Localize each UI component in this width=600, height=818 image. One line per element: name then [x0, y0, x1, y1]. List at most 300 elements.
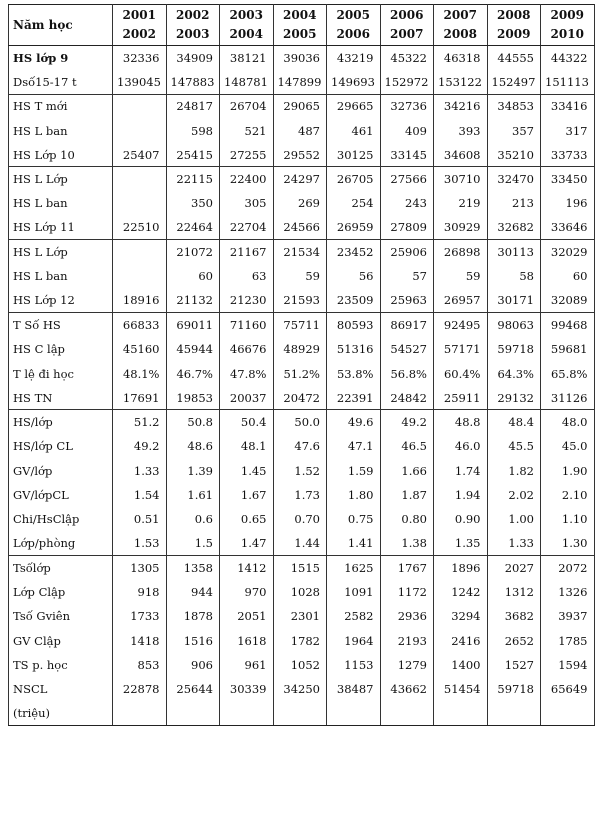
table-cell: 0.75 [327, 507, 381, 531]
table-cell: 29065 [273, 94, 327, 118]
year-header [434, 5, 488, 46]
table-row [9, 556, 595, 580]
table-cell: 50.0 [273, 410, 327, 434]
table-cell: 350 [166, 191, 220, 215]
table-cell: 243 [380, 191, 434, 215]
row-label: HS lớp 9 [9, 46, 113, 70]
year-header [273, 5, 327, 46]
table-row [9, 629, 595, 653]
row-label: Tsố Gviên [9, 604, 113, 628]
year-start: 2003 [229, 8, 263, 22]
table-cell: 25963 [380, 288, 434, 312]
year-start: 2009 [550, 8, 584, 22]
table-cell: 57 [380, 264, 434, 288]
table-cell: 1.39 [166, 459, 220, 483]
table-cell: 1.52 [273, 459, 327, 483]
table-cell: 152972 [380, 70, 434, 94]
year-end: 2005 [283, 27, 317, 41]
table-cell: 1.38 [380, 531, 434, 555]
table-cell: 75711 [273, 313, 327, 337]
table-cell: 43219 [327, 46, 381, 70]
row-label: HS TN [9, 386, 113, 410]
table-cell: 48.6 [166, 434, 220, 458]
table-cell: 3937 [541, 604, 595, 628]
table-cell: 1.53 [113, 531, 167, 555]
table-cell: 32029 [541, 240, 595, 264]
table-cell: 1.80 [327, 483, 381, 507]
table-cell: 1.5 [166, 531, 220, 555]
table-cell: 33145 [380, 143, 434, 167]
table-row [9, 46, 595, 70]
table-cell: 25415 [166, 143, 220, 167]
table-cell: 48.0 [541, 410, 595, 434]
row-label: GV/lớpCL [9, 483, 113, 507]
table-cell: 33416 [541, 94, 595, 118]
year-header [380, 5, 434, 46]
year-header [166, 5, 220, 46]
table-cell: 148781 [220, 70, 274, 94]
table-cell [113, 191, 167, 215]
table-cell: 19853 [166, 386, 220, 410]
year-start: 2002 [176, 8, 210, 22]
table-cell: 1.59 [327, 459, 381, 483]
table-cell: 32470 [487, 167, 541, 191]
row-label: GV Clập [9, 629, 113, 653]
year-header [220, 5, 274, 46]
table-cell: 59 [273, 264, 327, 288]
table-cell: 1618 [220, 629, 274, 653]
row-label: Chi/HsClập [9, 507, 113, 531]
table-cell: 961 [220, 653, 274, 677]
table-cell: 24566 [273, 216, 327, 240]
table-cell: 30171 [487, 288, 541, 312]
table-cell: 27566 [380, 167, 434, 191]
table-cell: 43662 [380, 677, 434, 701]
table-row [9, 167, 595, 191]
table-cell: 21230 [220, 288, 274, 312]
table-cell: 27809 [380, 216, 434, 240]
table-cell: 34250 [273, 677, 327, 701]
table-cell: 487 [273, 118, 327, 142]
table-cell: 1785 [541, 629, 595, 653]
table-cell: 99468 [541, 313, 595, 337]
table-cell: 23452 [327, 240, 381, 264]
table-cell: 59681 [541, 337, 595, 361]
table-cell: 34853 [487, 94, 541, 118]
table-cell: 53.8% [327, 361, 381, 385]
row-label: NSCL [9, 677, 113, 701]
table-cell: 2.10 [541, 483, 595, 507]
table-cell: 80593 [327, 313, 381, 337]
table-cell: 22510 [113, 216, 167, 240]
table-cell: 24842 [380, 386, 434, 410]
table-cell: 30339 [220, 677, 274, 701]
table-cell: 60.4% [434, 361, 488, 385]
table-cell: 33646 [541, 216, 595, 240]
table-cell: 1.66 [380, 459, 434, 483]
table-cell: 59718 [487, 677, 541, 701]
table-cell: 1527 [487, 653, 541, 677]
table-row [9, 677, 595, 701]
school-year-header: Năm học [9, 5, 113, 46]
table-cell: 30125 [327, 143, 381, 167]
table-cell: 46.0 [434, 434, 488, 458]
table-cell [220, 702, 274, 726]
table-cell: 57171 [434, 337, 488, 361]
row-label: GV/lớp [9, 459, 113, 483]
table-cell: 317 [541, 118, 595, 142]
table-cell: 56 [327, 264, 381, 288]
table-cell: 32089 [541, 288, 595, 312]
table-cell: 2072 [541, 556, 595, 580]
table-cell [327, 702, 381, 726]
table-row [9, 604, 595, 628]
table-cell: 1326 [541, 580, 595, 604]
table-cell: 269 [273, 191, 327, 215]
row-label: HS/lớp CL [9, 434, 113, 458]
table-cell: 139045 [113, 70, 167, 94]
table-row [9, 264, 595, 288]
table-cell: 0.6 [166, 507, 220, 531]
table-cell: 60 [166, 264, 220, 288]
table-cell: 48.8 [434, 410, 488, 434]
table-cell: 409 [380, 118, 434, 142]
table-row [9, 288, 595, 312]
row-label: HS Lớp 12 [9, 288, 113, 312]
table-cell: 1878 [166, 604, 220, 628]
table-cell: 49.6 [327, 410, 381, 434]
table-cell: 1.73 [273, 483, 327, 507]
table-cell: 1.87 [380, 483, 434, 507]
table-row [9, 337, 595, 361]
table-cell: 46.7% [166, 361, 220, 385]
table-cell: 254 [327, 191, 381, 215]
table-cell: 853 [113, 653, 167, 677]
table-cell: 31126 [541, 386, 595, 410]
table-cell: 22400 [220, 167, 274, 191]
table-cell: 2027 [487, 556, 541, 580]
table-cell: 1153 [327, 653, 381, 677]
table-cell: 0.70 [273, 507, 327, 531]
table-cell: 906 [166, 653, 220, 677]
table-row [9, 143, 595, 167]
year-start: 2004 [283, 8, 317, 22]
table-cell: 25407 [113, 143, 167, 167]
year-end: 2008 [443, 27, 477, 41]
row-label: T Số HS [9, 313, 113, 337]
table-cell: 54527 [380, 337, 434, 361]
table-row [9, 531, 595, 555]
table-cell: 26959 [327, 216, 381, 240]
table-cell: 58 [487, 264, 541, 288]
table-cell: 51316 [327, 337, 381, 361]
table-cell: 32736 [380, 94, 434, 118]
table-cell: 3294 [434, 604, 488, 628]
table-cell: 1052 [273, 653, 327, 677]
table-cell: 26957 [434, 288, 488, 312]
table-cell: 51454 [434, 677, 488, 701]
table-cell: 32336 [113, 46, 167, 70]
year-end: 2002 [122, 27, 156, 41]
table-cell: 38121 [220, 46, 274, 70]
year-start: 2008 [497, 8, 531, 22]
table-cell: 2193 [380, 629, 434, 653]
table-cell: 1.82 [487, 459, 541, 483]
year-start: 2007 [443, 8, 477, 22]
table-cell: 0.65 [220, 507, 274, 531]
table-cell: 1516 [166, 629, 220, 653]
year-start: 2005 [336, 8, 370, 22]
row-label: HS L ban [9, 118, 113, 142]
table-cell: 2416 [434, 629, 488, 653]
table-cell: 1.41 [327, 531, 381, 555]
table-row [9, 70, 595, 94]
table-cell: 944 [166, 580, 220, 604]
table-cell: 25911 [434, 386, 488, 410]
table-cell: 1.74 [434, 459, 488, 483]
table-cell: 1.35 [434, 531, 488, 555]
year-end: 2010 [550, 27, 584, 41]
table-cell: 25644 [166, 677, 220, 701]
table-cell: 1964 [327, 629, 381, 653]
table-cell: 20472 [273, 386, 327, 410]
table-cell: 32682 [487, 216, 541, 240]
row-label: HS T mới [9, 94, 113, 118]
table-cell: 50.4 [220, 410, 274, 434]
table-cell: 21167 [220, 240, 274, 264]
table-cell: 1.30 [541, 531, 595, 555]
table-cell: 147899 [273, 70, 327, 94]
table-cell: 48.4 [487, 410, 541, 434]
table-cell: 49.2 [113, 434, 167, 458]
table-cell: 461 [327, 118, 381, 142]
table-cell: 22704 [220, 216, 274, 240]
table-cell: 66833 [113, 313, 167, 337]
row-label: Tsốlớp [9, 556, 113, 580]
table-cell: 22391 [327, 386, 381, 410]
table-cell: 24297 [273, 167, 327, 191]
table-cell: 22878 [113, 677, 167, 701]
table-cell: 26898 [434, 240, 488, 264]
table-cell: 1400 [434, 653, 488, 677]
year-start: 2006 [390, 8, 424, 22]
table-cell: 65649 [541, 677, 595, 701]
table-cell: 1358 [166, 556, 220, 580]
table-cell: 59 [434, 264, 488, 288]
table-cell [113, 240, 167, 264]
table-cell: 48.1 [220, 434, 274, 458]
table-row [9, 386, 595, 410]
table-cell: 0.90 [434, 507, 488, 531]
table-cell: 51.2% [273, 361, 327, 385]
table-cell: 598 [166, 118, 220, 142]
table-cell: 1896 [434, 556, 488, 580]
table-cell: 21534 [273, 240, 327, 264]
table-cell: 1.61 [166, 483, 220, 507]
row-label: HS C lập [9, 337, 113, 361]
row-label: Lớp/phòng [9, 531, 113, 555]
table-cell [113, 118, 167, 142]
table-cell: 64.3% [487, 361, 541, 385]
table-cell: 2.02 [487, 483, 541, 507]
table-cell: 21132 [166, 288, 220, 312]
table-cell: 1515 [273, 556, 327, 580]
table-cell: 44555 [487, 46, 541, 70]
table-cell: 2652 [487, 629, 541, 653]
row-label: HS L ban [9, 191, 113, 215]
table-cell: 1312 [487, 580, 541, 604]
table-cell: 65.8% [541, 361, 595, 385]
table-cell: 34909 [166, 46, 220, 70]
table-cell: 24817 [166, 94, 220, 118]
table-row [9, 94, 595, 118]
table-cell: 393 [434, 118, 488, 142]
table-cell: 149693 [327, 70, 381, 94]
table-cell: 1.90 [541, 459, 595, 483]
table-cell: 45.0 [541, 434, 595, 458]
year-end: 2004 [229, 27, 263, 41]
table-cell: 38487 [327, 677, 381, 701]
table-cell: 39036 [273, 46, 327, 70]
table-cell: 1.10 [541, 507, 595, 531]
table-cell: 33733 [541, 143, 595, 167]
row-label: HS Lớp 10 [9, 143, 113, 167]
table-cell: 305 [220, 191, 274, 215]
table-cell: 22464 [166, 216, 220, 240]
table-cell: 29552 [273, 143, 327, 167]
year-end: 2006 [336, 27, 370, 41]
table-cell: 918 [113, 580, 167, 604]
table-cell: 1.67 [220, 483, 274, 507]
table-cell: 1594 [541, 653, 595, 677]
table-cell: 71160 [220, 313, 274, 337]
table-cell: 2051 [220, 604, 274, 628]
row-label: T lệ đi học [9, 361, 113, 385]
table-cell: 23509 [327, 288, 381, 312]
table-cell: 1028 [273, 580, 327, 604]
table-row [9, 191, 595, 215]
table-cell: 98063 [487, 313, 541, 337]
table-cell: 48.1% [113, 361, 167, 385]
table-cell: 147883 [166, 70, 220, 94]
table-cell [113, 94, 167, 118]
row-label: (triệu) [9, 702, 113, 726]
table-cell: 35210 [487, 143, 541, 167]
table-cell: 1767 [380, 556, 434, 580]
table-cell: 47.8% [220, 361, 274, 385]
table-cell: 30929 [434, 216, 488, 240]
table-cell: 18916 [113, 288, 167, 312]
row-label: HS/lớp [9, 410, 113, 434]
year-start: 2001 [122, 8, 156, 22]
table-cell: 63 [220, 264, 274, 288]
table-cell: 3682 [487, 604, 541, 628]
table-cell: 46676 [220, 337, 274, 361]
table-cell: 2582 [327, 604, 381, 628]
table-cell: 1.47 [220, 531, 274, 555]
table-cell: 51.2 [113, 410, 167, 434]
table-cell: 1.33 [113, 459, 167, 483]
table-cell: 86917 [380, 313, 434, 337]
table-cell: 1418 [113, 629, 167, 653]
table-row [9, 240, 595, 264]
table-cell: 17691 [113, 386, 167, 410]
table-cell: 151113 [541, 70, 595, 94]
table-cell: 45944 [166, 337, 220, 361]
table-row [9, 483, 595, 507]
table-cell: 219 [434, 191, 488, 215]
table-cell: 2301 [273, 604, 327, 628]
table-cell: 1.54 [113, 483, 167, 507]
row-label: HS L Lớp [9, 167, 113, 191]
table-cell: 21593 [273, 288, 327, 312]
table-cell: 1305 [113, 556, 167, 580]
table-row [9, 580, 595, 604]
table-row [9, 361, 595, 385]
table-cell: 29132 [487, 386, 541, 410]
table-cell: 1733 [113, 604, 167, 628]
row-label: Lớp Clập [9, 580, 113, 604]
table-cell: 1.94 [434, 483, 488, 507]
row-label: HS Lớp 11 [9, 216, 113, 240]
table-cell [487, 702, 541, 726]
row-label: Dsố15-17 t [9, 70, 113, 94]
table-cell: 49.2 [380, 410, 434, 434]
table-row [9, 434, 595, 458]
table-cell: 1.45 [220, 459, 274, 483]
table-cell: 20037 [220, 386, 274, 410]
table-cell: 60 [541, 264, 595, 288]
year-header [541, 5, 595, 46]
year-header [327, 5, 381, 46]
table-row [9, 313, 595, 337]
table-cell: 48929 [273, 337, 327, 361]
table-cell: 0.51 [113, 507, 167, 531]
table-cell: 153122 [434, 70, 488, 94]
table-cell: 34216 [434, 94, 488, 118]
table-row [9, 459, 595, 483]
table-cell: 59718 [487, 337, 541, 361]
table-cell: 44322 [541, 46, 595, 70]
table-cell: 1091 [327, 580, 381, 604]
year-header [113, 5, 167, 46]
table-cell: 213 [487, 191, 541, 215]
table-cell: 0.80 [380, 507, 434, 531]
table-cell: 1.44 [273, 531, 327, 555]
table-cell: 1412 [220, 556, 274, 580]
table-cell: 1.00 [487, 507, 541, 531]
table-cell: 521 [220, 118, 274, 142]
year-end: 2009 [497, 27, 531, 41]
table-cell: 45.5 [487, 434, 541, 458]
table-cell: 152497 [487, 70, 541, 94]
table-row [9, 653, 595, 677]
year-end: 2003 [176, 27, 210, 41]
table-cell: 1625 [327, 556, 381, 580]
table-cell: 30113 [487, 240, 541, 264]
table-cell: 196 [541, 191, 595, 215]
table-cell: 47.6 [273, 434, 327, 458]
table-cell: 21072 [166, 240, 220, 264]
table-cell: 22115 [166, 167, 220, 191]
table-cell: 45160 [113, 337, 167, 361]
statistics-document [8, 4, 594, 726]
table-cell: 47.1 [327, 434, 381, 458]
table-cell: 33450 [541, 167, 595, 191]
table-cell [113, 167, 167, 191]
table-cell [166, 702, 220, 726]
row-label: TS p. học [9, 653, 113, 677]
